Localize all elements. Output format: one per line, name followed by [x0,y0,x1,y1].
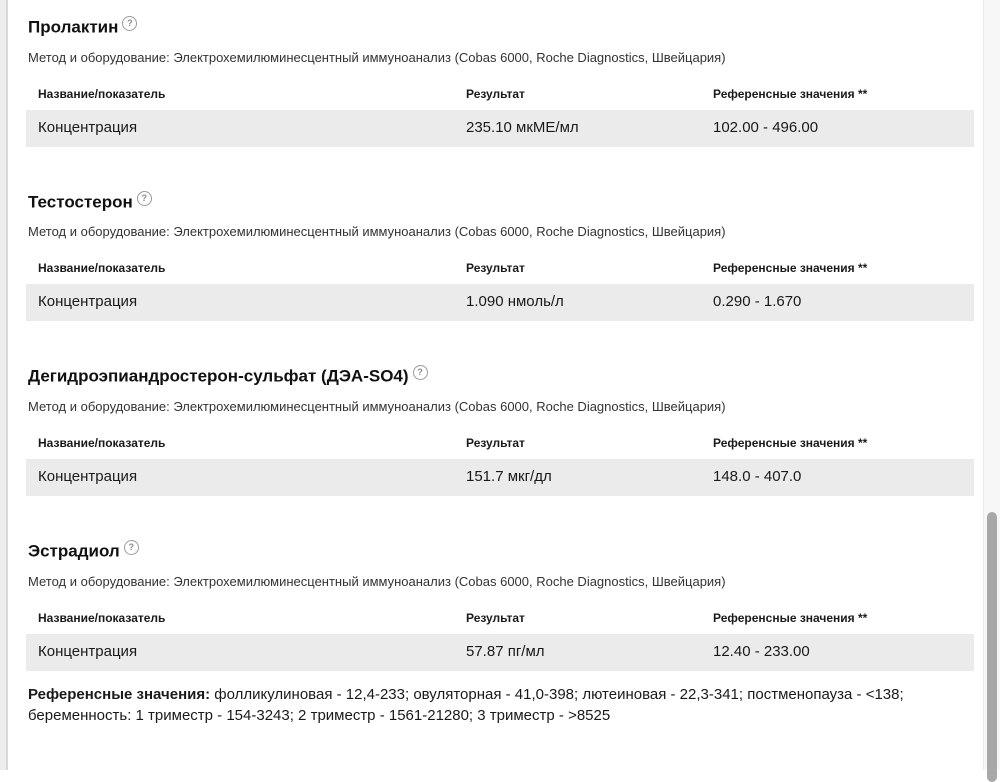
help-icon[interactable]: ? [413,365,428,380]
cell-reference-range: 102.00 - 496.00 [701,110,974,147]
cell-indicator-name: Концентрация [26,634,454,671]
cell-result-value: 235.10 мкМЕ/мл [454,110,701,147]
cell-indicator-name: Концентрация [26,110,454,147]
column-header-name: Название/показатель [26,606,454,634]
method-equipment-line: Метод и оборудование: Электрохемилюминесцентный иммуноанализ (Cobas 6000, Roche Diagnostics, Швейцария) [28,224,726,240]
column-header-result: Результат [454,82,701,110]
section-estradiol [26,540,974,726]
results-table [26,256,974,321]
cell-reference-range: 148.0 - 407.0 [701,459,974,496]
table-header-row [26,256,974,284]
section-title-text: Тестостерон [28,192,133,212]
results-table [26,431,974,496]
column-header-result: Результат [454,256,701,284]
table-row [26,634,974,671]
help-icon[interactable]: ? [124,540,139,555]
results-table [26,82,974,147]
table-row [26,284,974,321]
help-icon[interactable]: ? [137,191,152,206]
page-left-edge [0,0,8,770]
method-equipment-line: Метод и оборудование: Электрохемилюминесцентный иммуноанализ (Cobas 6000, Roche Diagnostics, Швейцария) [28,49,726,65]
section-title-text: Дегидроэпиандростерон-сульфат (ДЭА-SO4) [28,366,409,386]
section-title [28,191,974,214]
section-dhea-so4 [26,365,974,496]
section-title [28,540,974,563]
reference-values-footnote [28,684,958,726]
cell-result-value: 1.090 нмоль/л [454,284,701,321]
section-title-text: Эстрадиол [28,541,120,561]
cell-reference-range: 12.40 - 233.00 [701,634,974,671]
help-icon[interactable]: ? [122,16,137,31]
table-header-row [26,82,974,110]
footnote-label: Референсные значения: [28,685,211,703]
cell-result-value: 57.87 пг/мл [454,634,701,671]
cell-indicator-name: Концентрация [26,284,454,321]
column-header-reference: Референсные значения ** [701,431,974,459]
table-row [26,459,974,496]
scrollbar-thumb[interactable] [987,512,997,782]
column-header-result: Результат [454,606,701,634]
column-header-result: Результат [454,431,701,459]
cell-reference-range: 0.290 - 1.670 [701,284,974,321]
section-title [28,16,974,39]
lab-results-content [26,16,974,726]
column-header-reference: Референсные значения ** [701,256,974,284]
vertical-scrollbar[interactable] [983,0,1000,770]
table-row [26,110,974,147]
column-header-reference: Референсные значения ** [701,82,974,110]
cell-indicator-name: Концентрация [26,459,454,496]
cell-result-value: 151.7 мкг/дл [454,459,701,496]
table-header-row [26,431,974,459]
section-title [28,365,974,388]
footnote-text: фолликулиновая - 12,4-233; овуляторная - 41,0-398; лютеиновая - 22,3-341; постменопауза - <138; беременность: 1 триместр - 154-3243; 2 триместр - 1561-21280; 3 триместр - >8525 [28,685,904,724]
section-title-text: Пролактин [28,17,119,37]
method-equipment-line: Метод и оборудование: Электрохемилюминесцентный иммуноанализ (Cobas 6000, Roche Diagnostics, Швейцария) [28,573,726,589]
column-header-reference: Референсные значения ** [701,606,974,634]
section-testosterone [26,191,974,322]
column-header-name: Название/показатель [26,256,454,284]
section-prolactin [26,16,974,147]
method-equipment-line: Метод и оборудование: Электрохемилюминесцентный иммуноанализ (Cobas 6000, Roche Diagnostics, Швейцария) [28,398,726,414]
column-header-name: Название/показатель [26,82,454,110]
results-table [26,606,974,671]
column-header-name: Название/показатель [26,431,454,459]
table-header-row [26,606,974,634]
